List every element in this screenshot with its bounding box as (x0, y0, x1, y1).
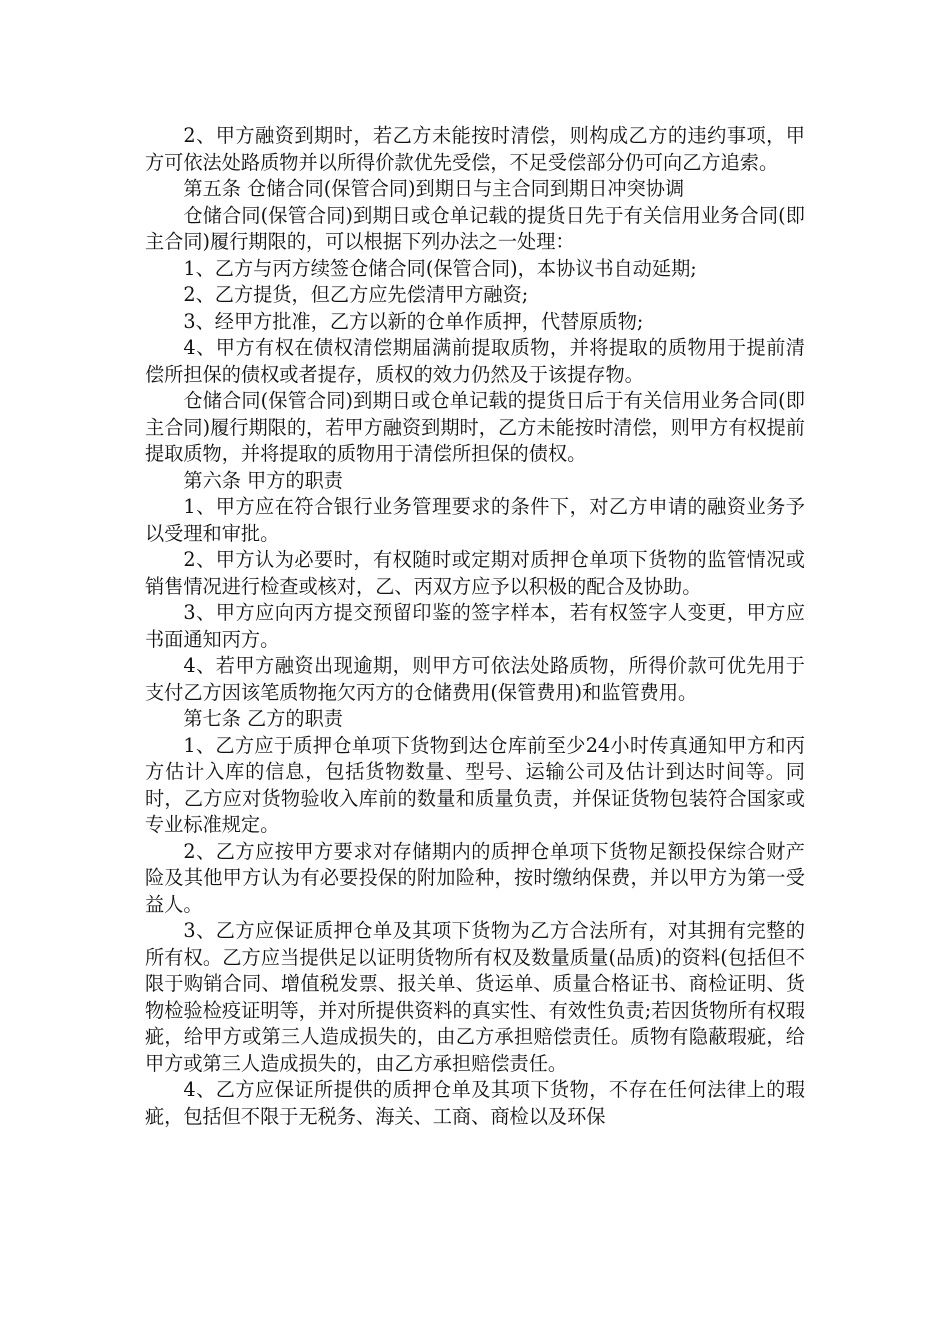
document-body (145, 123, 805, 1130)
paragraph-6-item-1: 1、甲方应在符合银行业务管理要求的条件下，对乙方申请的融资业务予以受理和审批。 (145, 495, 805, 545)
paragraph-5-later: 仓储合同(保管合同)到期日或仓单记载的提货日后于有关信用业务合同(即主合同)履行期限的，若甲方融资到期时，乙方未能按时清偿，则甲方有权提前提取质物，并将提取的质物用于清偿所担保的债权。 (145, 389, 805, 465)
paragraph-7-item-1: 1、乙方应于质押仓单项下货物到达仓库前至少24小时传真通知甲方和丙方估计入库的信息，包括货物数量、型号、运输公司及估计到达时间等。同时，乙方应对货物验收入库前的数量和质量负责，并保证货物包装符合国家或专业标准规定。 (145, 733, 805, 836)
paragraph-5-item-4: 4、甲方有权在债权清偿期届满前提取质物，并将提取的质物用于提前清偿所担保的债权或者提存，质权的效力仍然及于该提存物。 (145, 336, 805, 386)
heading-article-5: 第五条 仓储合同(保管合同)到期日与主合同到期日冲突协调 (183, 177, 685, 200)
heading-article-6: 第六条 甲方的职责 (183, 468, 343, 492)
paragraph-7-item-2: 2、乙方应按甲方要求对存储期内的质押仓单项下货物足额投保综合财产险及其他甲方认为有必要投保的附加险种，按时缴纳保费，并以甲方为第一受益人。 (145, 839, 805, 916)
paragraph-5-intro: 仓储合同(保管合同)到期日或仓单记载的提货日先于有关信用业务合同(即主合同)履行期限的，可以根据下列办法之一处理： (145, 203, 805, 253)
paragraph-5-item-1: 1、乙方与丙方续签仓储合同(保管合同)，本协议书自动延期; (183, 256, 697, 280)
paragraph-5-item-2: 2、乙方提货，但乙方应先偿清甲方融资; (183, 283, 529, 306)
paragraph-5-4-2: 2、甲方融资到期时，若乙方未能按时清偿，则构成乙方的违约事项，甲方可依法处路质物并以所得价款优先受偿，不足受偿部分仍可向乙方追索。 (145, 124, 805, 174)
paragraph-5-item-3: 3、经甲方批准，乙方以新的仓单作质押，代替原质物; (183, 309, 644, 333)
paragraph-6-item-3: 3、甲方应向丙方提交预留印鉴的签字样本，若有权签字人变更，甲方应书面通知丙方。 (145, 601, 805, 651)
paragraph-7-item-3: 3、乙方应保证质押仓单及其项下货物为乙方合法所有，对其拥有完整的所有权。乙方应当提供足以证明货物所有权及数量质量(品质)的资料(包括但不限于购销合同、增值税发票、报关单、货运单、质量合格证书、商检证明、货物检验检疫证明等，并对所提供资料的真实性、有效性负责;若因货物所有权瑕疵，给甲方或第三人造成损失的，由乙方承担赔偿责任。质物有隐蔽瑕疵，给甲方或第三人造成损失的，由乙方承担赔偿责任。 (145, 919, 805, 1075)
paragraph-7-item-4: 4、乙方应保证所提供的质押仓单及其项下货物，不存在任何法律上的瑕疵，包括但不限于无税务、海关、工商、商检以及环保 (145, 1078, 805, 1128)
paragraph-6-item-2: 2、甲方认为必要时，有权随时或定期对质押仓单项下货物的监管情况或销售情况进行检查或核对，乙、丙双方应予以积极的配合及协助。 (145, 548, 805, 598)
heading-article-7: 第七条 乙方的职责 (183, 707, 343, 730)
paragraph-6-item-4: 4、若甲方融资出现逾期，则甲方可依法处路质物，所得价款可优先用于支付乙方因该笔质物拖欠丙方的仓储费用(保管费用)和监管费用。 (145, 654, 805, 704)
